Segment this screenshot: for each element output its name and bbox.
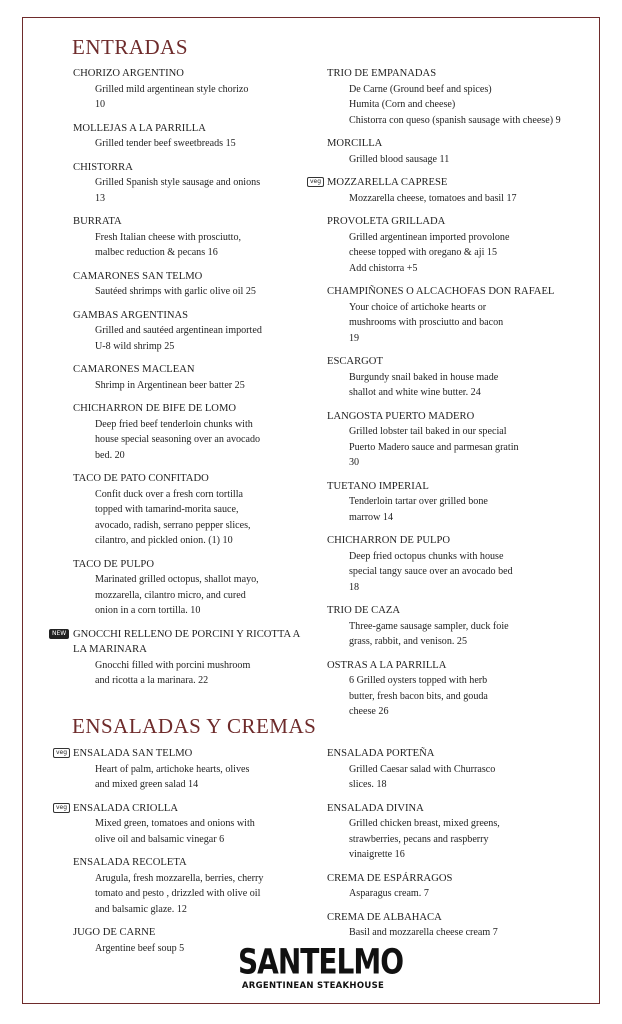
menu-item bbox=[327, 409, 587, 471]
menu-item-name: ESCARGOT bbox=[327, 356, 383, 367]
menu-item-name: ENSALADA RECOLETA bbox=[73, 857, 187, 868]
menu-item-name: CREMA DE ESPÁRRAGOS bbox=[327, 872, 453, 884]
menu-item-description: cheese 26 bbox=[349, 706, 389, 717]
menu-item-description: U-8 wild shrimp 25 bbox=[95, 340, 175, 352]
menu-item-name: MOLLEJAS A LA PARRILLA bbox=[73, 122, 206, 134]
menu-item-name: ENSALADA PORTEÑA bbox=[327, 748, 435, 759]
menu-item-description: 10 bbox=[95, 99, 106, 110]
vegetarian-badge-icon: veg bbox=[53, 803, 70, 813]
menu-item-name: TACO DE PATO CONFITADO bbox=[73, 473, 209, 484]
menu-item-name: TUETANO IMPERIAL bbox=[327, 480, 429, 492]
ensaladas-left-column bbox=[56, 746, 313, 964]
menu-item-description: Deep fried octopus chunks with house bbox=[349, 550, 504, 562]
menu-item-description: mushrooms with prosciutto and bacon bbox=[349, 317, 504, 328]
menu-item-name: MORCILLA bbox=[327, 138, 383, 149]
menu-item bbox=[327, 871, 587, 902]
menu-item-description: Burgundy snail baked in house made bbox=[349, 371, 499, 383]
menu-item-name: GNOCCHI RELLENO DE PORCINI Y RICOTTA A LA MARINARA bbox=[73, 628, 300, 655]
menu-item-description: Puerto Madero sauce and parmesan gratin bbox=[349, 441, 519, 453]
menu-item-description: Arugula, fresh mozzarella, berries, cherry bbox=[95, 872, 264, 884]
menu-item bbox=[73, 269, 313, 300]
menu-item-description: strawberries, pecans and raspberry bbox=[349, 833, 489, 845]
menu-item-name: CREMA DE ALBAHACA bbox=[327, 911, 442, 923]
menu-item-description: topped with tamarind-morita sauce, bbox=[95, 504, 239, 515]
menu-item-description: Mozzarella cheese, tomatoes and basil 17 bbox=[349, 192, 517, 204]
menu-item-description: Fresh Italian cheese with prosciutto, bbox=[95, 231, 242, 243]
menu-item-description: and mixed green salad 14 bbox=[95, 779, 199, 790]
menu-item bbox=[327, 214, 587, 276]
menu-item-name: JUGO DE CARNE bbox=[73, 927, 156, 938]
menu-item-description: Argentine beef soup 5 bbox=[95, 942, 185, 954]
menu-item bbox=[73, 471, 313, 549]
menu-item-description: Grilled mild argentinean style chorizo bbox=[95, 83, 249, 95]
menu-item-description: Grilled argentinean imported provolone bbox=[349, 231, 510, 243]
menu-item-description: Add chistorra +5 bbox=[349, 262, 418, 274]
menu-item-description: bed. 20 bbox=[95, 449, 125, 461]
menu-item bbox=[56, 801, 313, 848]
menu-item-description: Mixed green, tomatoes and onions with bbox=[95, 818, 255, 829]
menu-item-description: 13 bbox=[95, 192, 106, 204]
menu-item-name: PROVOLETA GRILLADA bbox=[327, 216, 446, 227]
menu-item-description: De Carne (Ground beef and spices) bbox=[349, 83, 492, 95]
menu-item-description: Heart of palm, artichoke hearts, olives bbox=[95, 763, 250, 775]
entradas-left-column bbox=[52, 66, 313, 697]
menu-item-description: Sautéed shrimps with garlic olive oil 25 bbox=[95, 286, 256, 297]
vegetarian-badge-icon: veg bbox=[307, 177, 324, 187]
menu-item bbox=[73, 855, 313, 917]
menu-item-description: grass, rabbit, and venison. 25 bbox=[349, 636, 468, 647]
menu-item-description: Shrimp in Argentinean beer batter 25 bbox=[95, 379, 245, 391]
menu-item-description: Asparagus cream. 7 bbox=[349, 888, 429, 899]
menu-item bbox=[73, 160, 313, 207]
menu-item bbox=[327, 354, 587, 401]
menu-item bbox=[327, 746, 587, 793]
menu-item-description: 19 bbox=[349, 332, 360, 344]
menu-item bbox=[327, 136, 587, 167]
menu-item-description: Deep fried beef tenderloin chunks with bbox=[95, 418, 253, 430]
menu-item-description: malbec reduction & pecans 16 bbox=[95, 247, 218, 258]
vegetarian-badge-icon: veg bbox=[53, 748, 70, 758]
menu-item bbox=[73, 401, 313, 463]
menu-item-description: avocado, radish, serrano pepper slices, bbox=[95, 519, 251, 531]
menu-item-description: butter, fresh bacon bits, and gouda bbox=[349, 690, 488, 702]
menu-item-description: Your choice of artichoke hearts or bbox=[349, 301, 487, 313]
menu-item-description: 6 Grilled oysters topped with herb bbox=[349, 675, 488, 686]
menu-item-description: marrow 14 bbox=[349, 511, 394, 523]
menu-item bbox=[73, 308, 313, 355]
menu-item-name: ENSALADA CRIOLLA bbox=[73, 802, 179, 814]
menu-item bbox=[56, 746, 313, 793]
menu-item-name: ENSALADA SAN TELMO bbox=[73, 748, 193, 759]
brand bbox=[238, 940, 404, 991]
menu-item-name: LANGOSTA PUERTO MADERO bbox=[327, 410, 475, 422]
menu-item bbox=[327, 479, 587, 526]
menu-item-description: Grilled Spanish style sausage and onions bbox=[95, 177, 261, 188]
menu-item bbox=[327, 801, 587, 863]
menu-item-description: Grilled blood sausage 11 bbox=[349, 153, 450, 165]
menu-item-description: Grilled and sautéed argentinean imported bbox=[95, 325, 262, 336]
menu-item-name: CAMARONES MACLEAN bbox=[73, 364, 195, 375]
menu-item bbox=[327, 284, 587, 346]
menu-item bbox=[327, 603, 587, 650]
brand-tagline: ARGENTINEAN STEAKHOUSE bbox=[241, 981, 385, 991]
menu-item-description: Grilled tender beef sweetbreads 15 bbox=[95, 138, 236, 149]
menu-item-name: TACO DE PULPO bbox=[73, 558, 154, 570]
menu-item-description: mozzarella, cilantro micro, and cured bbox=[95, 589, 246, 601]
ensaladas-right-column bbox=[327, 746, 587, 949]
menu-item-description: house special seasoning over an avocado bbox=[95, 434, 261, 445]
menu-item-description: Grilled chicken breast, mixed greens, bbox=[349, 818, 500, 829]
menu-item-description: slices. 18 bbox=[349, 779, 387, 790]
menu-item-description: Basil and mozzarella cheese cream 7 bbox=[349, 927, 498, 938]
menu-item-name: MOZZARELLA CAPRESE bbox=[327, 177, 448, 188]
menu-item-name: CHICHARRON DE PULPO bbox=[327, 535, 451, 546]
menu-item-name: ENSALADA DIVINA bbox=[327, 802, 424, 814]
menu-item-description: vinaigrette 16 bbox=[349, 849, 405, 860]
menu-item-description: onion in a corn tortilla. 10 bbox=[95, 605, 201, 616]
menu-item bbox=[327, 66, 587, 128]
menu-item-name: BURRATA bbox=[73, 216, 122, 227]
menu-item-description: special tangy sauce over an avocado bed bbox=[349, 566, 513, 577]
menu-item bbox=[310, 175, 587, 206]
menu-item-description: Gnocchi filled with porcini mushroom bbox=[95, 659, 251, 671]
menu-item bbox=[327, 533, 587, 595]
menu-item-description: and ricotta a la marinara. 22 bbox=[95, 675, 209, 686]
menu-item-name: TRIO DE EMPANADAS bbox=[327, 68, 437, 79]
menu-item-description: Chistorra con queso (spanish sausage with cheese) 9 bbox=[349, 114, 561, 126]
menu-item bbox=[73, 66, 313, 113]
menu-item-name: CHORIZO ARGENTINO bbox=[73, 68, 184, 79]
menu-item-description: olive oil and balsamic vinegar 6 bbox=[95, 833, 225, 845]
menu-item-name: CHAMPIÑONES O ALCACHOFAS DON RAFAEL bbox=[327, 286, 555, 297]
menu-item-name: TRIO DE CAZA bbox=[327, 605, 400, 616]
santelmo-logo: SANTELMO bbox=[238, 940, 404, 982]
menu-item-name: OSTRAS A LA PARRILLA bbox=[327, 659, 447, 671]
menu-item bbox=[73, 557, 313, 619]
menu-item bbox=[73, 214, 313, 261]
menu-item-name: GAMBAS ARGENTINAS bbox=[73, 309, 189, 321]
menu-item-description: Confit duck over a fresh corn tortilla bbox=[95, 488, 243, 500]
menu-item-description: 18 bbox=[349, 581, 360, 593]
menu-item-description: and balsamic glaze. 12 bbox=[95, 903, 187, 915]
section-title-entradas: ENTRADAS bbox=[72, 35, 189, 59]
menu-item bbox=[73, 362, 313, 393]
menu-item-description: Three-game sausage sampler, duck foie bbox=[349, 620, 509, 632]
menu-item bbox=[52, 627, 313, 689]
menu-item-description: tomato and pesto , drizzled with olive oil bbox=[95, 888, 261, 899]
menu-item bbox=[73, 121, 313, 152]
menu-item-description: cilantro, and pickled onion. (1) 10 bbox=[95, 535, 233, 546]
menu-item-description: shallot and white wine butter. 24 bbox=[349, 387, 481, 398]
menu-item bbox=[327, 658, 587, 720]
menu-item-name: CAMARONES SAN TELMO bbox=[73, 270, 203, 282]
menu-item-description: Marinated grilled octopus, shallot mayo, bbox=[95, 574, 259, 585]
menu-item-description: Humita (Corn and cheese) bbox=[349, 99, 456, 110]
menu-item-description: cheese topped with oregano & aji 15 bbox=[349, 247, 497, 258]
new-badge-icon: NEW bbox=[49, 629, 69, 639]
menu-item-name: CHICHARRON DE BIFE DE LOMO bbox=[73, 403, 237, 414]
menu-item-description: Tenderloin tartar over grilled bone bbox=[349, 496, 488, 507]
section-title-ensaladas: ENSALADAS Y CREMAS bbox=[72, 714, 317, 738]
menu-item-description: Grilled lobster tail baked in our special bbox=[349, 426, 507, 437]
menu-item-description: 30 bbox=[349, 457, 360, 468]
menu-item bbox=[327, 910, 587, 941]
menu-item-description: Grilled Caesar salad with Churrasco bbox=[349, 763, 496, 775]
entradas-right-column bbox=[310, 66, 587, 728]
menu-item-name: CHISTORRA bbox=[73, 161, 133, 173]
